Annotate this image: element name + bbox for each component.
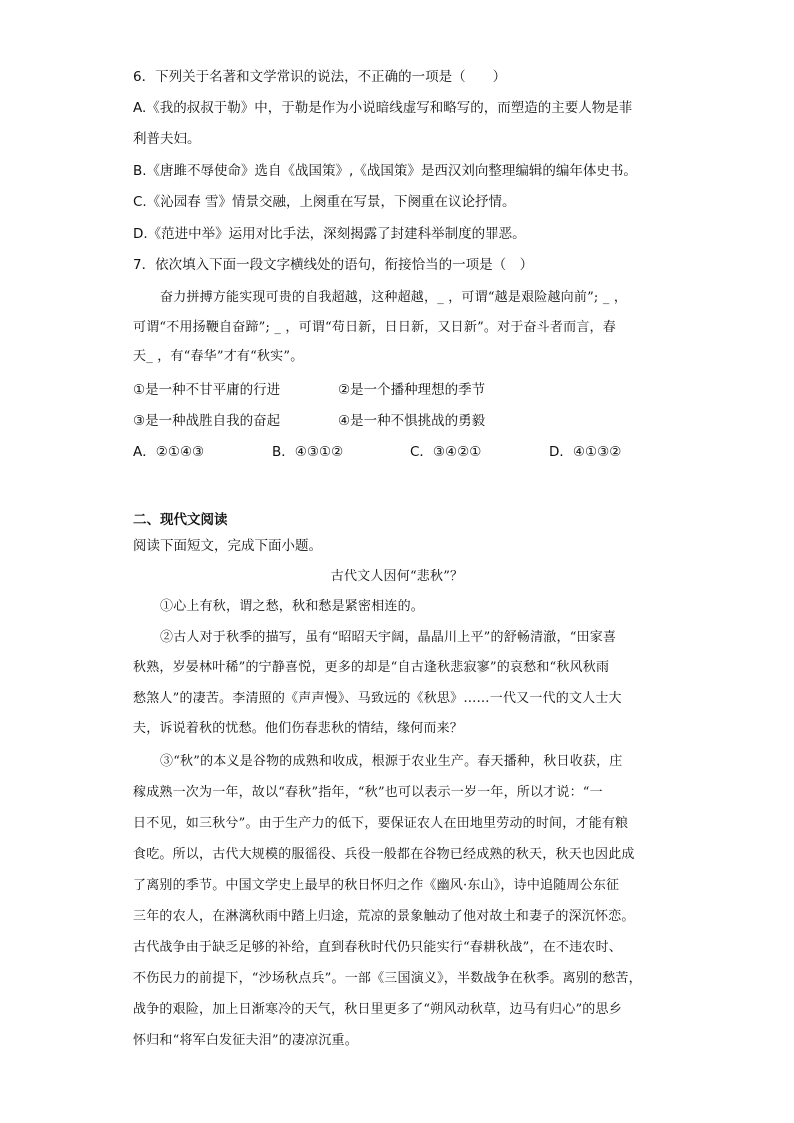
article-para-3-line5: 了离别的季节。中国文学史上最早的秋日怀归之作《幽风·东山》，诗中追随周公东征 [133, 878, 620, 893]
article-para-2-line1: ②古人对于秋季的描写，虽有“昭昭天宇阔，晶晶川上平”的舒畅清澈，“田家喜 [160, 630, 617, 645]
article-title: 古代文人因何“悲秋”？ [330, 569, 464, 584]
article-para-3-line7: 古代战争由于缺乏足够的补给，直到春秋时代仍只能实行“春耕秋战”，在不违农时、 [133, 940, 622, 955]
article-para-3-line3: 日不见，如三秋兮”。由于生产力的低下，要保证农人在田地里劳动的时间，才能有粮 [133, 816, 629, 831]
q7-choice-3: ③是一种战胜自我的奋起 [133, 413, 281, 429]
article-para-1: ①心上有秋，谓之愁，秋和愁是紧密相连的。 [160, 599, 425, 614]
article-para-3-line2: 稼成熟一次为一年，故以“春秋”指年，“秋”也可以表示一岁一年，所以才说：“一 [133, 785, 603, 800]
q6-stem: 6．下列关于名著和文学常识的说法，不正确的一项是（ ） [133, 69, 507, 85]
q7-passage-line1: 奋力拼搏方能实现可贵的自我超越，这种超越，_ ，可谓“越是艰险越向前”; _ ， [160, 290, 628, 305]
q7-answer-a: A．②①④③ [133, 444, 205, 460]
article-para-3-line10: 怀归和“将军白发征夫泪”的凄凉沉重。 [133, 1033, 358, 1048]
section-instruction: 阅读下面短文，完成下面小题。 [133, 538, 322, 554]
article-para-2-line3: 愁煞人”的凄苦。李清照的《声声慢》、马致远的《秋思》……一代又一代的文人士大 [133, 691, 622, 706]
article-para-3-line1: ③“秋”的本义是谷物的成熟和收成，根源于农业生产。春天播种，秋日收获，庄 [160, 754, 623, 769]
article-para-3-line9: 战争的艰险，加上日渐寒冷的天气，秋日里更多了“朔风动秋草，边马有归心”的思乡 [133, 1002, 622, 1017]
q7-choice-2: ②是一个播种理想的季节 [338, 382, 486, 398]
q6-option-a-line1: A.《我的叔叔于勒》中，于勒是作为小说暗线虚写和略写的，而塑造的主要人物是菲 [133, 100, 633, 116]
q6-option-c: C.《沁园春 雪》情景交融，上阕重在写景，下阕重在议论抒情。 [133, 194, 516, 210]
q7-choice-1: ①是一种不甘平庸的行进 [133, 382, 281, 398]
q7-passage-line3: 天_ ，有“春华”才有“秋实”。 [133, 349, 304, 364]
article-para-2-line4: 夫，诉说着秋的忧愁。他们伤春悲秋的情结，缘何而来？ [133, 721, 464, 736]
q7-answer-b: B．④③①② [272, 444, 344, 460]
q6-option-a-line2: 利普夫妇。 [133, 131, 201, 147]
q6-option-d: D.《范进中举》运用对比手法，深刻揭露了封建科举制度的罪恶。 [133, 226, 526, 242]
section-heading: 二、现代文阅读 [133, 512, 228, 528]
article-para-3-line6: 三年的农人，在淋漓秋雨中踏上归途，荒凉的景象触动了他对故土和妻子的深沉怀恋。 [133, 909, 635, 924]
q7-answer-c: C．③④②① [410, 444, 482, 460]
q7-choice-4: ④是一种不惧挑战的勇毅 [338, 413, 486, 429]
article-para-2-line2: 秋熟，岁晏林叶稀”的宁静喜悦，更多的却是“自古逢秋悲寂寥”的哀愁和“秋风秋雨 [133, 660, 610, 675]
q7-answer-d: D．④①③② [549, 444, 622, 460]
q7-stem: 7．依次填入下面一段文字横线处的语句，衔接恰当的一项是（ ） [133, 257, 534, 273]
article-para-3-line4: 食吃。所以，古代大规模的服徭役、兵役一般都在谷物已经成熟的秋天，秋天也因此成 [133, 847, 635, 862]
article-para-3-line8: 不伤民力的前提下，“沙场秋点兵”。一部《三国演义》，半数战争在秋季。离别的愁苦， [133, 971, 642, 986]
q7-passage-line2: 可谓“不用扬鞭自奋蹄”; _ ，可谓“苟日新，日日新，又日新”。对于奋斗者而言，春 [133, 320, 616, 335]
q6-option-b: B.《唐雎不辱使命》选自《战国策》,《战国策》是西汉刘向整理编辑的编年体史书。 [133, 163, 637, 179]
